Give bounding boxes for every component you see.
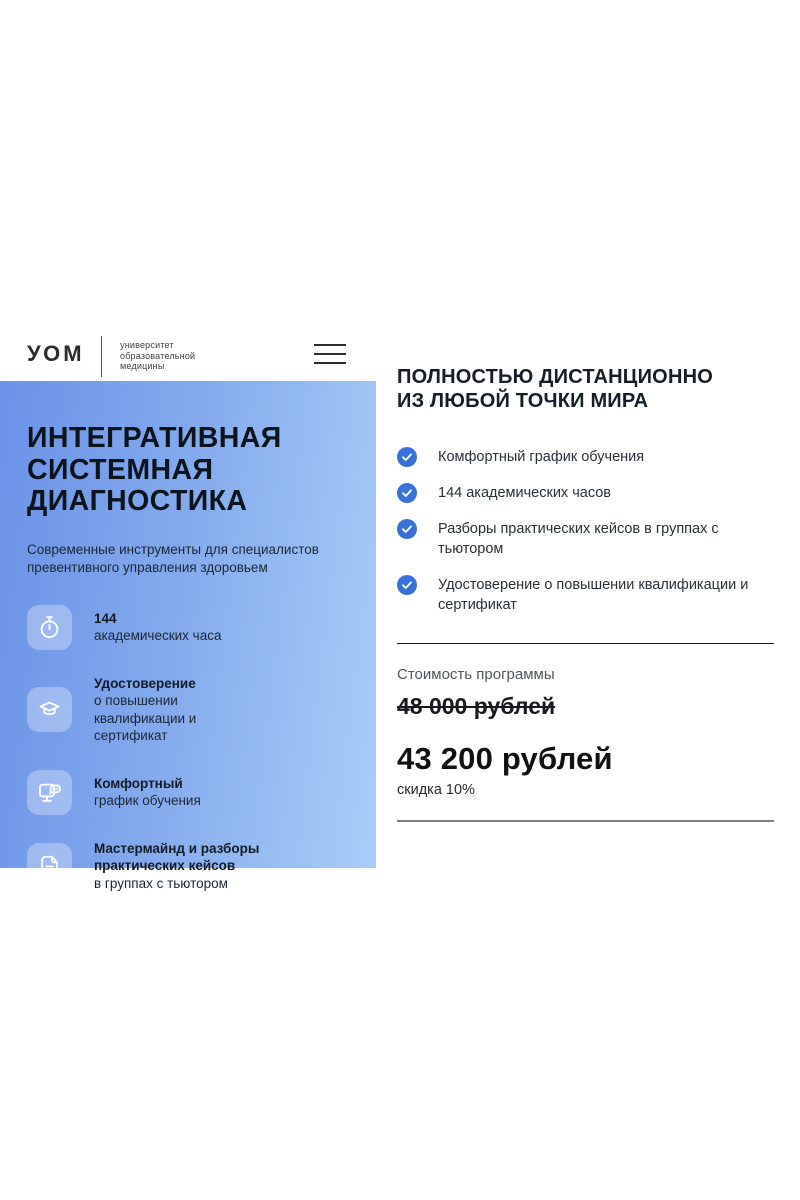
check-item: Разборы практических кейсов в группах с тьютором: [397, 519, 775, 559]
feature-schedule: [27, 770, 352, 815]
check-icon: [397, 575, 417, 595]
document-icon: [27, 843, 72, 888]
check-item: Комфортный график обучения: [397, 447, 775, 467]
check-item: 144 академических часов: [397, 483, 775, 503]
divider-bottom: [397, 820, 774, 822]
old-price: 48 000 рублей: [397, 693, 556, 719]
check-icon: [397, 519, 417, 539]
feature-text: Комфортный график обучения: [94, 775, 201, 808]
tagline-line: медицины: [120, 361, 165, 371]
divider-top: [397, 643, 774, 644]
check-icon: [397, 447, 417, 467]
tagline-line: университет: [120, 340, 174, 350]
hero-panel: [0, 381, 376, 891]
feature-text: Удостоверение о повышении квалификации и сертификат: [94, 675, 197, 743]
graduation-cap-icon: [27, 687, 72, 732]
logo-tagline: [120, 340, 195, 372]
logo-divider: [101, 336, 102, 377]
program-subtitle: Современные инструменты для специалистов превентивного управления здоровьем: [27, 541, 319, 575]
remote-section: [397, 366, 775, 822]
check-icon: [397, 483, 417, 503]
stopwatch-icon: [27, 605, 72, 650]
price-label: Стоимость программы: [397, 666, 555, 683]
monitor-chat-icon: [27, 770, 72, 815]
remote-heading: ПОЛНОСТЬЮ ДИСТАНЦИОННО ИЗ ЛЮБОЙ ТОЧКИ МИРА: [397, 366, 713, 412]
logo-uom: УОМ: [27, 341, 85, 366]
check-item: Удостоверение о повышении квалификации и сертификат: [397, 575, 775, 615]
program-title: ИНТЕГРАТИВНАЯ СИСТЕМНАЯ ДИАГНОСТИКА: [27, 422, 282, 517]
benefits-checklist: [397, 447, 775, 615]
feature-text: 144 академических часа: [94, 610, 222, 643]
menu-icon[interactable]: [314, 344, 346, 364]
feature-list: [27, 605, 352, 893]
tagline-line: образовательной: [120, 350, 196, 361]
new-price: 43 200 рублей: [397, 741, 613, 776]
feature-hours: [27, 605, 352, 650]
feature-certificate: [27, 675, 352, 745]
feature-mastermind: [27, 840, 352, 893]
feature-text: Мастермайнд и разборы практических кейсов в группах с тьютором: [94, 840, 260, 891]
discount-badge: скидка 10%: [397, 782, 475, 798]
